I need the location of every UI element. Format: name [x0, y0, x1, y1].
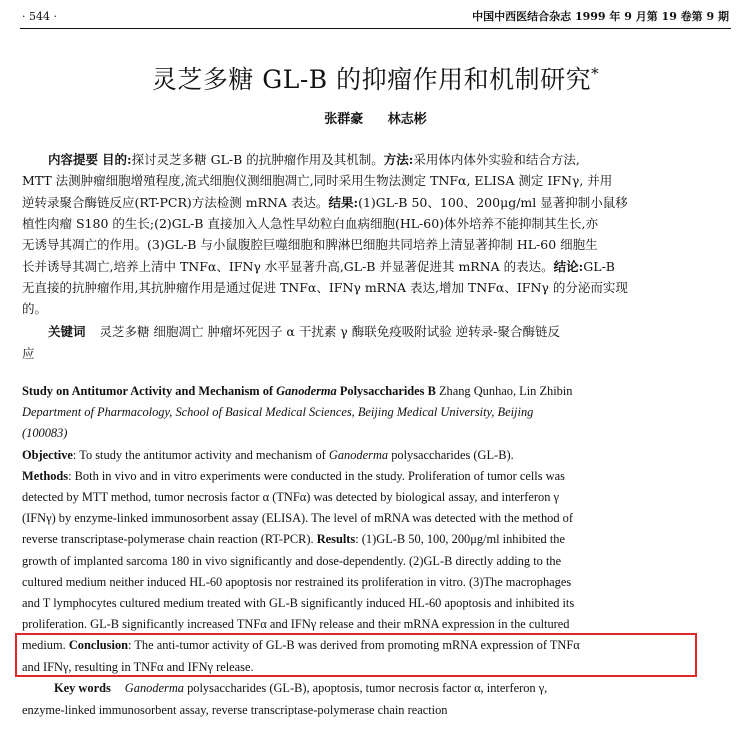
en-abstract-line — [22, 405, 533, 420]
en-abstract-line — [22, 490, 559, 505]
text-run: 内容提要 — [48, 152, 99, 167]
chinese-keywords — [22, 322, 734, 362]
text-run: 方法: — [383, 152, 414, 167]
cn-abstract-line — [22, 193, 628, 211]
cn-keywords-label: 关键词 — [48, 324, 86, 339]
cn-keywords-text: 灵芝多糖 细胞凋亡 肿瘤坏死因子 α 干扰素 γ 酶联免疫吸附试验 逆转录-聚合酶链反 — [99, 324, 560, 339]
text-run: polysaccharides (GL-B), apoptosis, tumor necrosis factor α, interferon γ, — [184, 681, 548, 695]
cn-abstract-line — [22, 257, 615, 275]
text-run: and T lymphocytes cultured medium treated with GL-B significantly induced HL-60 apoptosis and inhibited its — [22, 596, 575, 610]
cn-abstract-line — [48, 150, 580, 168]
cn-keywords-text-cont: 应 — [22, 346, 35, 361]
cn-abstract-line — [22, 278, 628, 296]
text-run: Objective — [22, 447, 73, 462]
en-abstract-line — [22, 575, 571, 590]
text-run: Results — [316, 532, 356, 547]
cn-abstract-line — [22, 171, 612, 189]
text-run: and IFNγ, resulting in TNFα and IFNγ release. — [22, 659, 254, 674]
en-abstract-line — [22, 426, 67, 441]
conclusion-highlight-box — [15, 633, 697, 677]
title-footnote-mark: * — [591, 64, 600, 83]
text-run: 结论: — [553, 258, 584, 274]
text-run: polysaccharides (GL-B). — [388, 447, 514, 462]
text-run: 植性肉瘤 S180 的生长;(2)GL-B 直接加入人急性早幼粒白血病细胞(HL-60)体外培养不能抑制其生长,亦 — [22, 215, 599, 231]
en-abstract-line — [22, 617, 570, 632]
en-keywords-text-cont: enzyme-linked immunosorbent assay, reverse transcriptase-polymerase chain reaction — [22, 703, 448, 717]
en-abstract-line — [22, 596, 574, 611]
text-run: : Both in vivo and in vitro experiments were conducted in the study. Proliferation of tumor cells was — [68, 468, 565, 483]
text-run: 无诱导其凋亡的作用。(3)GL-B 与小鼠腹腔巨噬细胞和脾淋巴细胞共同培养上清显著抑制 HL-60 细胞生 — [22, 237, 598, 253]
cn-abstract-line — [22, 235, 598, 253]
text-run: MTT 法测肿瘤细胞增殖程度,流式细胞仪测细胞凋亡,同时采用生物法测定 TNFα, ELISA 测定 IFNγ, 并用 — [22, 173, 613, 189]
en-abstract-line — [22, 554, 561, 569]
en-abstract-line — [22, 532, 565, 547]
text-run: GL-B — [583, 258, 615, 274]
en-keywords-label: Key words — [54, 681, 111, 695]
text-run: : To study the antitumor activity and mechanism of — [72, 447, 329, 462]
authors: 张群豪 林志彬 — [324, 112, 427, 127]
text-run: growth of implanted sarcoma 180 in vivo significantly and dose-dependently. (2)GL-B directly adding to the — [22, 553, 562, 568]
title-text: 灵芝多糖 GL-B 的抑瘤作用和机制研究 — [151, 65, 592, 94]
text-run: 无直接的抗肿瘤作用,其抗肿瘤作用是通过促进 TNFα、IFNγ mRNA 表达,增加 TNFα、IFNγ 的分泌而实现 — [22, 279, 628, 295]
text-run: (IFNγ) by enzyme-linked immunosorbent assay (ELISA). The level of mRNA was detected with the method of — [22, 511, 573, 526]
english-keywords — [22, 681, 738, 721]
page-number: · 544 · — [22, 10, 57, 23]
text-run: (1)GL-B 50、100、200μg/ml 显著抑制小鼠移 — [358, 194, 628, 210]
text-run: Conclusion — [68, 638, 129, 653]
text-run: 的。 — [22, 301, 48, 317]
chinese-abstract — [22, 150, 734, 340]
text-run: 长并诱导其凋亡,培养上清中 TNFα、IFNγ 水平显著升高,GL-B 并显著促进其 mRNA 的表达。 — [22, 258, 554, 274]
en-abstract-line — [22, 448, 514, 463]
text-run: reverse transcriptase-polymerase chain reaction (RT-PCR). — [22, 532, 317, 547]
en-abstract-line — [22, 511, 573, 526]
en-abstract-line — [22, 469, 565, 484]
text-run: medium. — [22, 638, 69, 653]
cn-abstract-line — [22, 299, 47, 317]
text-run: 结果: — [328, 194, 359, 210]
text-run: 采用体内体外实验和结合方法, — [413, 152, 580, 167]
text-run: 探讨灵芝多糖 GL-B 的抗肿瘤作用及其机制。 — [131, 152, 384, 167]
text-run: Study on Antitumor Activity and Mechanism of — [22, 384, 277, 398]
cn-abstract-line — [22, 214, 598, 232]
journal-header: 中国中西医结合杂志 1999 年 9 月第 19 卷第 9 期 — [472, 10, 729, 23]
text-run: : The anti-tumor activity of GL-B was derived from promoting mRNA expression of TNFα — [128, 638, 580, 653]
text-run: detected by MTT method, tumor necrosis factor α (TNFα) was detected by biological assay, and interferon γ — [22, 490, 559, 504]
text-run: Methods — [22, 468, 69, 483]
text-run: Ganoderma — [328, 447, 389, 462]
text-run: : (1)GL-B 50, 100, 200μg/ml inhibited the — [355, 532, 565, 547]
text-run: 目的: — [102, 152, 132, 167]
en-abstract-line — [22, 384, 573, 399]
text-run: Ganoderma — [124, 681, 184, 695]
paper-title — [0, 60, 751, 96]
text-run: Ganoderma — [276, 384, 337, 398]
english-abstract — [22, 384, 738, 674]
text-run: Polysaccharides B — [336, 384, 436, 398]
text-run: cultured medium neither induced HL-60 apoptosis nor restrained its proliferation in vitro. (3)The macrophages — [22, 574, 572, 589]
text-run: Department of Pharmacology, School of Basical Medical Sciences, Beijing Medical University, Beijing — [22, 405, 534, 420]
text-run: Zhang Qunhao, Lin Zhibin — [435, 384, 573, 398]
text-run: proliferation. GL-B significantly increased TNFα and IFNγ release and their mRNA expression in the cultured — [22, 617, 570, 632]
header-rule — [20, 28, 731, 29]
text-run: (100083) — [22, 426, 68, 441]
text-run: 逆转录聚合酶链反应(RT-PCR)方法检测 mRNA 表达。 — [22, 194, 329, 210]
